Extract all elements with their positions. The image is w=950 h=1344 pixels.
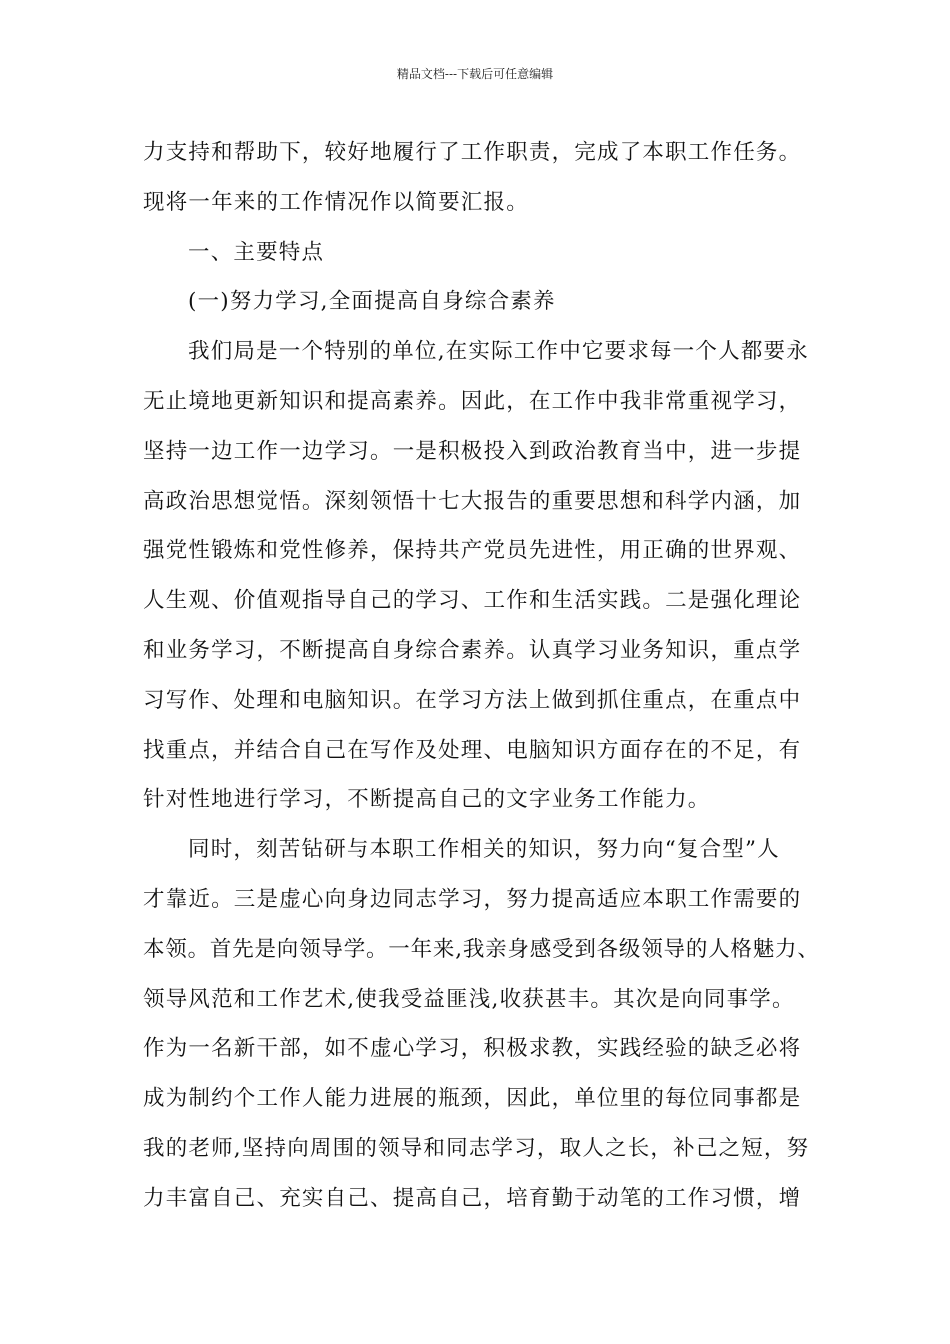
text-line: 高政治思想觉悟。深刻领悟十七大报告的重要思想和科学内涵，加 (143, 488, 802, 514)
page-header: 精品文档---下载后可任意编辑 (396, 67, 554, 81)
text-line: 找重点，并结合自己在写作及处理、电脑知识方面存在的不足，有 (143, 737, 802, 763)
text-line: 人生观、价值观指导自己的学习、工作和生活实践。二是强化理论 (143, 588, 802, 614)
text-line: 成为制约个工作人能力进展的瓶颈，因此，单位里的每位同事都是 (143, 1086, 802, 1112)
text-line: (一)努力学习,全面提高自身综合素养 (188, 289, 556, 315)
text-line: 我们局是一个特别的单位,在实际工作中它要求每一个人都要永 (188, 339, 809, 365)
text-line: 强党性锻炼和党性修养，保持共产党员先进性，用正确的世界观、 (143, 538, 802, 564)
text-line: 习写作、处理和电脑知识。在学习方法上做到抓住重点，在重点中 (143, 687, 802, 713)
text-line: 力丰富自己、充实自己、提高自己，培育勤于动笔的工作习惯，增 (143, 1185, 802, 1211)
text-line: 我的老师,坚持向周围的领导和同志学习，取人之长，补己之短，努 (143, 1135, 810, 1161)
text-line: 坚持一边工作一边学习。一是积极投入到政治教育当中，进一步提 (143, 438, 802, 464)
text-line: 才靠近。三是虚心向身边同志学习，努力提高适应本职工作需要的 (143, 886, 802, 912)
text-line: 本领。首先是向领导学。一年来,我亲身感受到各级领导的人格魅力、 (143, 936, 820, 962)
text-line: 同时，刻苦钻研与本职工作相关的知识，努力向“复合型”人 (188, 837, 780, 863)
text-line: 现将一年来的工作情况作以简要汇报。 (143, 189, 529, 215)
document-body (143, 128, 823, 1224)
text-line: 和业务学习，不断提高自身综合素养。认真学习业务知识，重点学 (143, 637, 802, 663)
text-line: 领导风范和工作艺术,使我受益匪浅,收获甚丰。其次是向同事学。 (143, 986, 795, 1012)
text-line: 无止境地更新知识和提高素养。因此，在工作中我非常重视学习， (143, 388, 802, 414)
text-line: 针对性地进行学习，不断提高自己的文字业务工作能力。 (143, 787, 711, 813)
text-line: 力支持和帮助下，较好地履行了工作职责，完成了本职工作任务。 (143, 140, 802, 165)
text-line: 一、主要特点 (188, 239, 325, 265)
text-line: 作为一名新干部，如不虚心学习，积极求教，实践经验的缺乏必将 (143, 1036, 802, 1062)
